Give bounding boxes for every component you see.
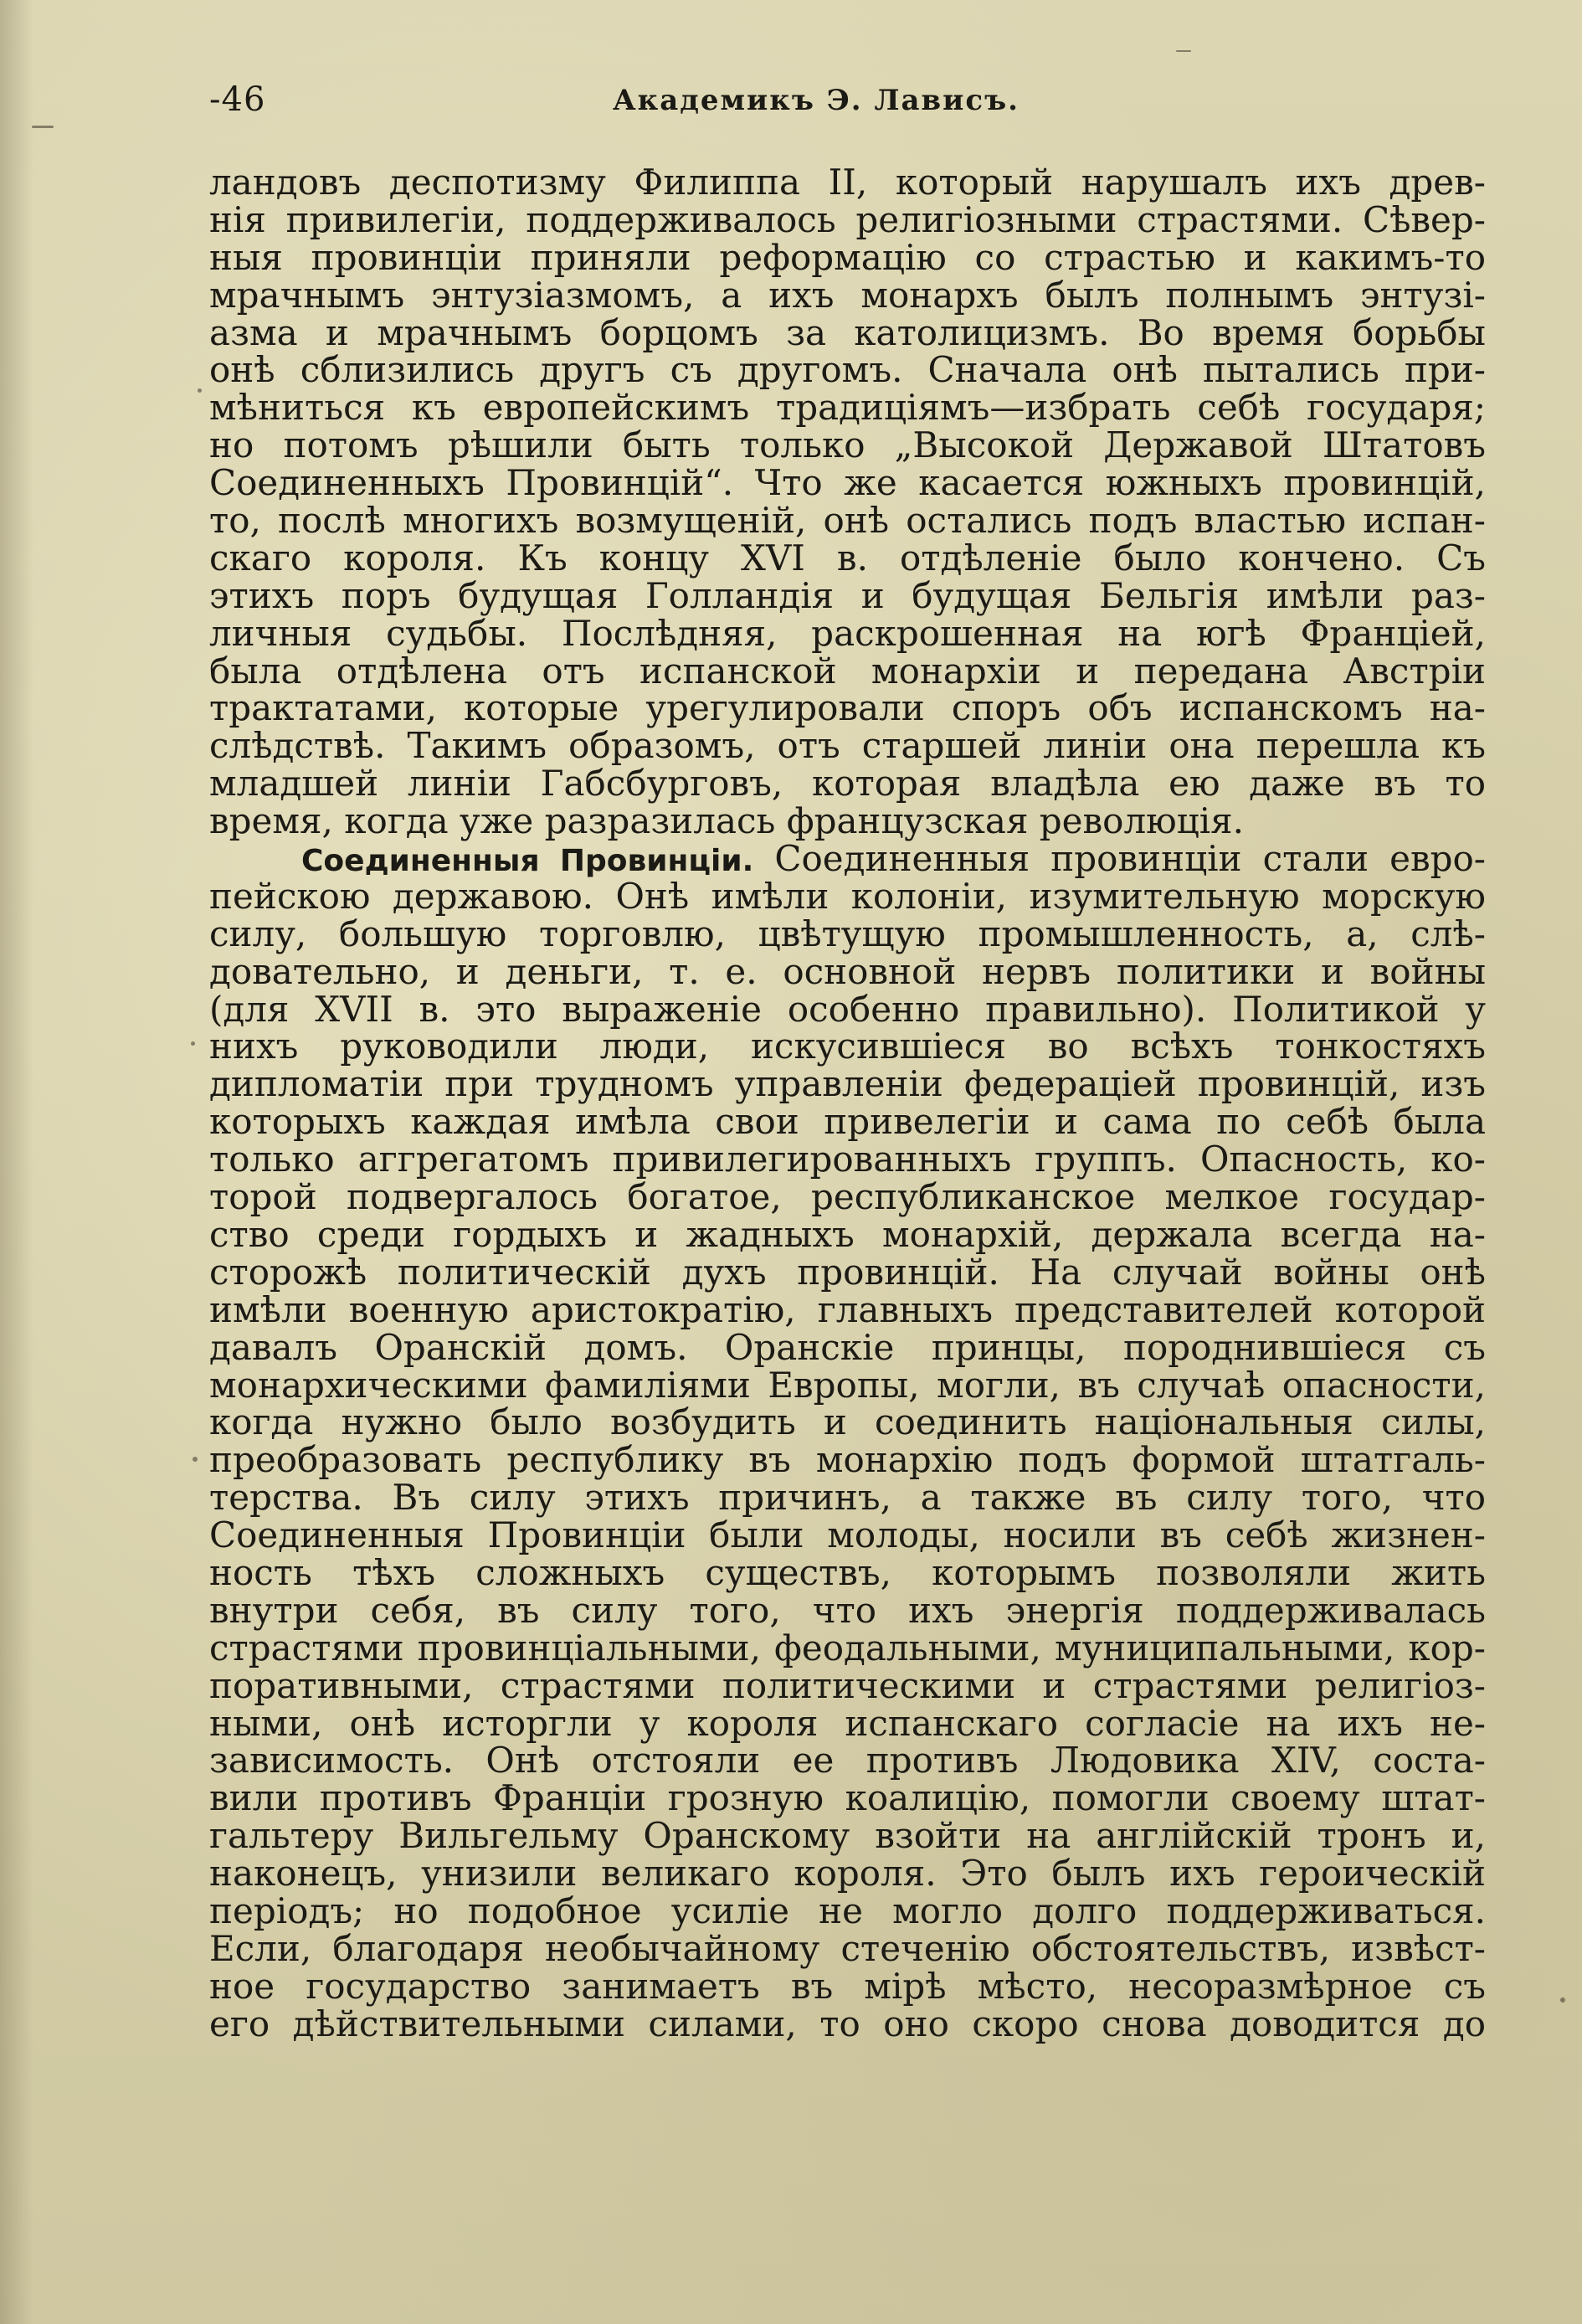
text-line: но потомъ рѣшили быть только „Высокой Державой Штатовъ [209, 424, 1486, 466]
text-line: терства. Въ силу этихъ причинъ, а также въ силу того, что [209, 1477, 1486, 1519]
body-text [209, 164, 1486, 2044]
text-line: мѣниться къ европейскимъ традиціямъ—избрать себѣ государя; [209, 387, 1486, 429]
text-line: монархическими фамиліями Европы, могли, въ случаѣ опасности, [209, 1364, 1486, 1406]
text-line: младшей линіи Габсбурговъ, которая владѣла ею даже въ то [209, 763, 1486, 805]
text-line: пейскою державою. Онѣ имѣли колоніи, изумительную морскую [209, 875, 1486, 917]
paper-speck [32, 126, 54, 128]
text-line: азма и мрачнымъ борцомъ за католицизмъ. Во время борьбы [209, 311, 1486, 353]
text-line: (для XVII в. это выраженіе особенно правильно). Политикой у [209, 988, 1486, 1030]
text-line: личныя судьбы. Послѣдняя, раскрошенная на югѣ Франціей, [209, 612, 1486, 654]
text-line: его дѣйствительными силами, то оно скоро снова доводится до [209, 2003, 1486, 2044]
text-line: ныя провинціи приняли реформацію со страстью и какимъ-то [209, 236, 1486, 278]
text-line: ландовъ деспотизму Филиппа II, который нарушалъ ихъ древ- [209, 162, 1486, 203]
text-line: слѣдствѣ. Такимъ образомъ, отъ старшей линіи она перешла къ [209, 725, 1486, 767]
paper-speck [191, 1041, 195, 1046]
page-number: -46 [209, 80, 266, 119]
text-line: скаго короля. Къ концу XVI в. отдѣленіе было кончено. Съ [209, 537, 1486, 578]
text-line: Соединенныхъ Провинцій“. Что же касается южныхъ провинцій, [209, 462, 1486, 504]
text-line: наконецъ, унизили великаго короля. Это былъ ихъ героическій [209, 1853, 1486, 1895]
text-line: дипломатіи при трудномъ управленіи федераціей провинцій, изъ [209, 1063, 1486, 1105]
text-line: ными, онѣ исторгли у короля испанскаго согласіе на ихъ не- [209, 1702, 1486, 1744]
text-line: этихъ поръ будущая Голландія и будущая Бельгія имѣли раз- [209, 574, 1486, 616]
text-line: имѣли военную аристократію, главныхъ представителей которой [209, 1288, 1486, 1330]
text-line: поративными, страстями политическими и страстями религіоз- [209, 1664, 1486, 1706]
text-line: давалъ Оранскій домъ. Оранскіе принцы, породнившіеся съ [209, 1326, 1486, 1368]
paper-speck [1176, 50, 1191, 52]
text-line: ность тѣхъ сложныхъ существъ, которымъ позволяли жить [209, 1551, 1486, 1593]
text-line: періодъ; но подобное усиліе не могло долго поддерживаться. [209, 1890, 1486, 1931]
text-line: трактатами, которые урегулировали споръ объ испанскомъ на- [209, 687, 1486, 729]
text-line: нихъ руководили люди, искусившіеся во всѣхъ тонкостяхъ [209, 1026, 1486, 1067]
text-line: внутри себя, въ силу того, что ихъ энергія поддерживалась [209, 1589, 1486, 1631]
section-heading: Соединенныя Провинціи. [301, 844, 754, 879]
text-line: онѣ сблизились другъ съ другомъ. Сначала онѣ пытались при- [209, 349, 1486, 391]
running-title: Академикъ Э. Лависъ. [612, 84, 1020, 117]
paper-speck [198, 388, 202, 393]
text-line: Если, благодаря необычайному стеченію обстоятельствъ, извѣст- [209, 1927, 1486, 1969]
text-line: только аггрегатомъ привилегированныхъ группъ. Опасность, ко- [209, 1139, 1486, 1180]
text-line: преобразовать республику въ монархію подъ формой штатгаль- [209, 1439, 1486, 1481]
text-line: довательно, и деньги, т. е. основной нервъ политики и войны [209, 950, 1486, 992]
text-line: зависимость. Онѣ отстояли ее противъ Людовика XIV, соста- [209, 1740, 1486, 1782]
text-line: вили противъ Франціи грозную коалицію, помогли своему штат- [209, 1777, 1486, 1819]
text-line-continuation: Соединенныя провинціи стали евро- [774, 838, 1486, 880]
section-start-line [209, 838, 1486, 880]
text-line: которыхъ каждая имѣла свои привелегіи и сама по себѣ была [209, 1101, 1486, 1143]
text-line: гальтеру Вильгельму Оранскому взойти на англійскій тронъ и, [209, 1815, 1486, 1857]
paragraph-end-line: время, когда уже разразилась французская революція. [209, 800, 1245, 842]
text-line: силу, большую торговлю, цвѣтущую промышленность, а, слѣ- [209, 913, 1486, 954]
paper-speck [193, 1457, 198, 1462]
text-line: нія привилегіи, поддерживалось религіозными страстями. Сѣвер- [209, 198, 1486, 240]
paper-speck [1560, 1998, 1565, 2003]
text-line: Соединенныя Провинціи были молоды, носили въ себѣ жизнен- [209, 1514, 1486, 1556]
text-line: мрачнымъ энтузіазмомъ, а ихъ монархъ былъ полнымъ энтузі- [209, 274, 1486, 316]
text-line: ство среди гордыхъ и жадныхъ монархій, держала всегда на- [209, 1213, 1486, 1255]
text-line: сторожѣ политическій духъ провинцій. На случай войны онѣ [209, 1251, 1486, 1293]
text-line: была отдѣлена отъ испанской монархіи и передана Австріи [209, 650, 1486, 692]
text-line: ное государство занимаетъ въ мірѣ мѣсто, несоразмѣрное съ [209, 1965, 1486, 2007]
text-line: торой подвергалось богатое, республиканское мелкое государ- [209, 1176, 1486, 1218]
text-line: то, послѣ многихъ возмущеній, онѣ остались подъ властью испан- [209, 500, 1486, 542]
page-header [184, 80, 1448, 131]
text-line: когда нужно было возбудить и соединить національныя силы, [209, 1401, 1486, 1443]
text-line: страстями провинціальными, феодальными, муниципальными, кор- [209, 1627, 1486, 1668]
